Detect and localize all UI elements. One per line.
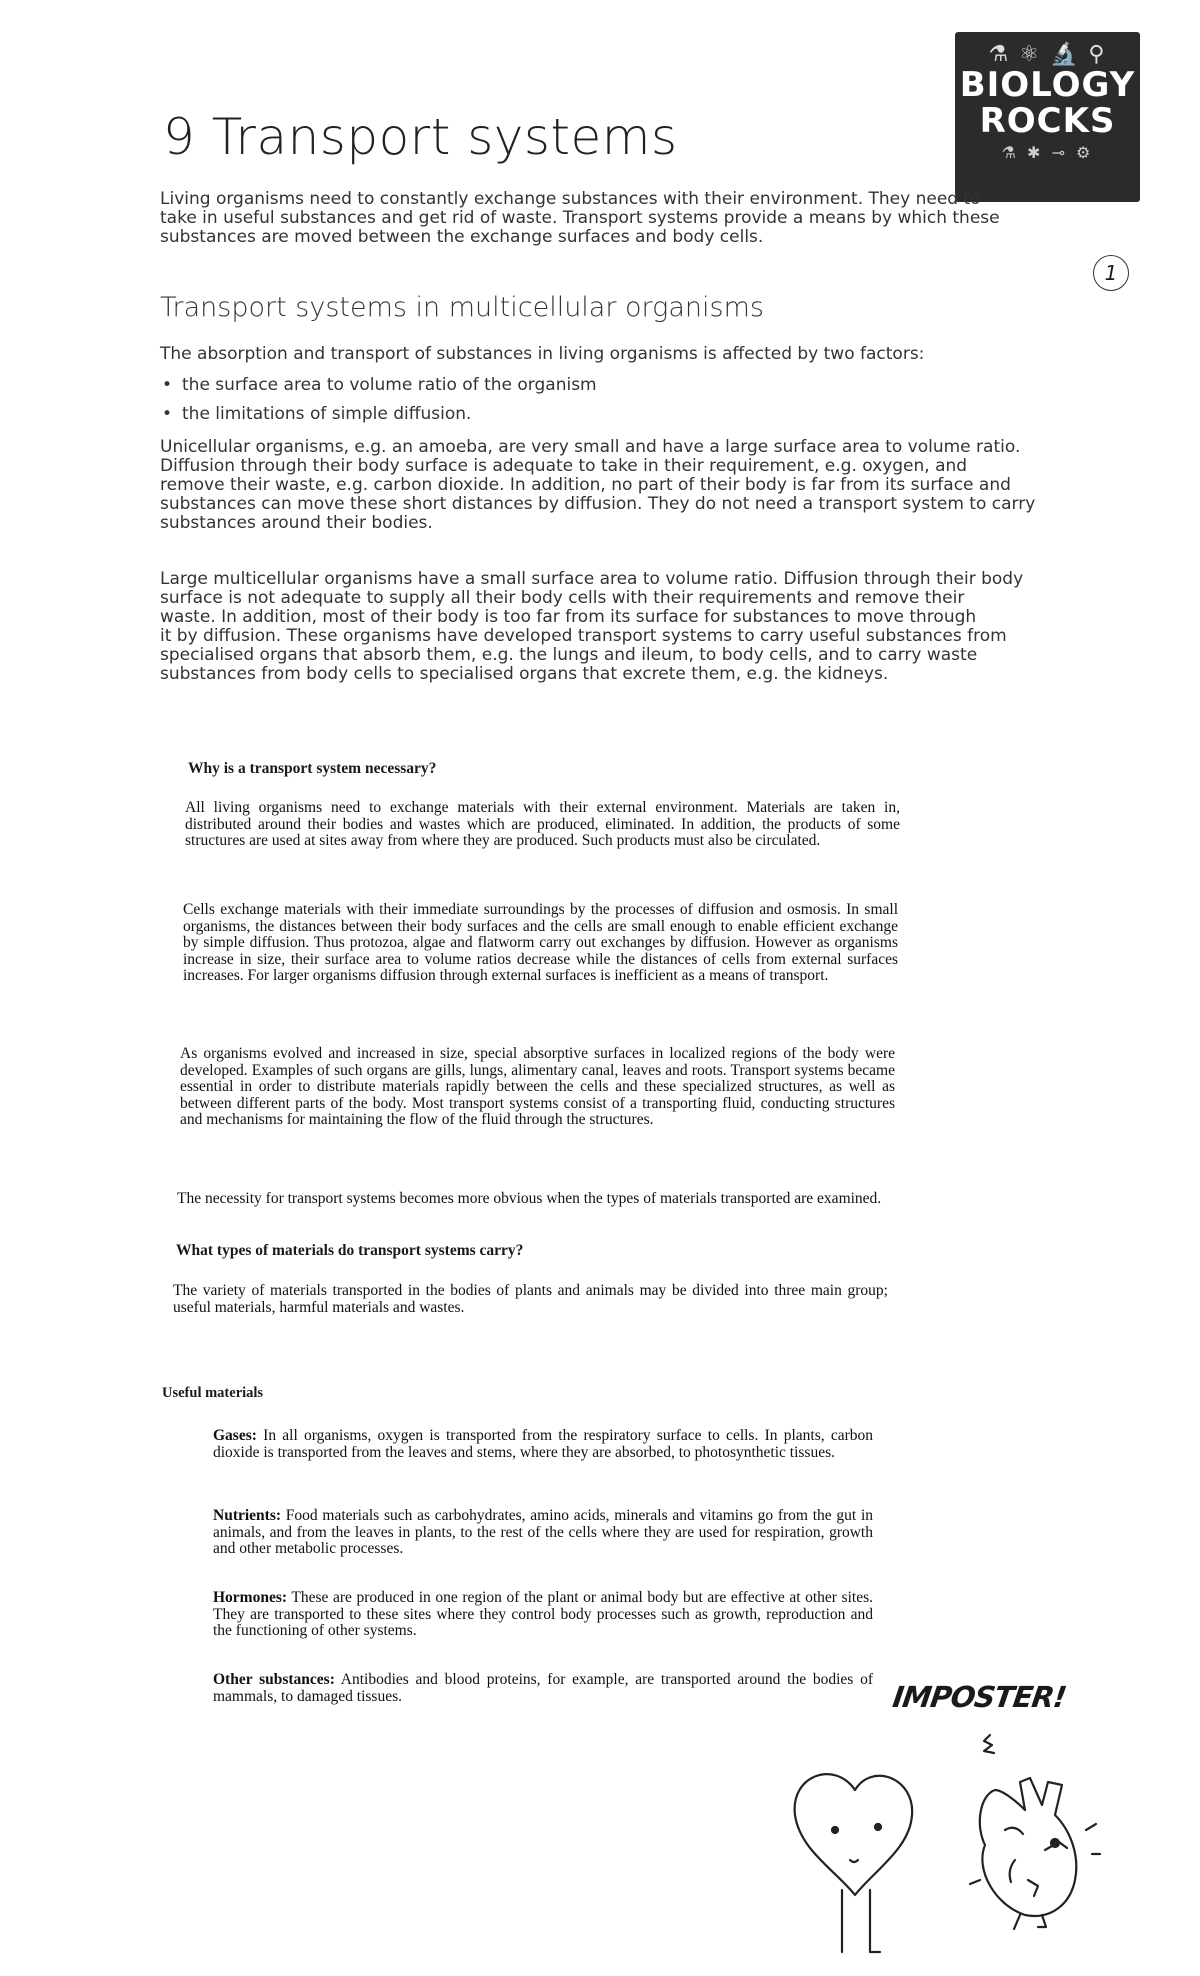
bullet-item: • the limitations of simple diffusion. — [162, 404, 472, 424]
bullet-text: the limitations of simple diffusion. — [182, 404, 472, 424]
squiggle-mark — [984, 1735, 994, 1753]
intro-line: substances are moved between the exchange surfaces and body cells. — [160, 227, 764, 247]
definition: Food materials such as carbohydrates, amino acids, minerals and vitamins go from the gut in animals, and from the leaves in plants, to the rest of the cells where they are used for respiration, growth and other metabolic processes. — [213, 1507, 874, 1557]
text-line: substances around their bodies. — [160, 513, 433, 533]
subheading-useful-materials: Useful materials — [162, 1385, 264, 1401]
imposter-caption: IMPOSTER! — [890, 1680, 1068, 1714]
useful-item-other — [213, 1672, 873, 1705]
useful-item-hormones — [213, 1590, 873, 1640]
term: Gases: — [213, 1427, 257, 1444]
text-line: substances can move these short distances by diffusion. They do not need a transport system to carry — [160, 494, 1036, 514]
paragraph: All living organisms need to exchange materials with their external environment. Materials are taken in, distributed around their bodies and wastes which are produced, eliminated. In addition, the products of some structures are used at sites away from where they are produced. Such products must also be circulated. — [185, 799, 900, 849]
lab-icons: ⚗ ✱ ⊸ ⚙ — [1001, 143, 1094, 162]
definition: In all organisms, oxygen is transported from the respiratory surface to cells. In plants, carbon dioxide is transported from the leaves and stems, where they are absorbed, to photosynthetic tissues. — [213, 1427, 873, 1461]
page-number: 1 — [1093, 255, 1129, 291]
text-line: Unicellular organisms, e.g. an amoeba, are very small and have a large surface area to volume ratio. — [160, 437, 1021, 457]
page-title: 9 Transport systems — [163, 108, 678, 166]
heart-doodle-illustration — [780, 1730, 1140, 1970]
paragraph: The necessity for transport systems becomes more obvious when the types of materials transported are examined. — [177, 1190, 882, 1207]
paragraph: The variety of materials transported in the bodies of plants and animals may be divided into three main group; useful materials, harmful materials and wastes. — [173, 1282, 888, 1316]
term: Hormones: — [213, 1589, 288, 1606]
paragraph: Cells exchange materials with their immediate surroundings by the processes of diffusion and osmosis. In small organisms, the distances between their body surfaces and the cells are small enough to enable efficient exchange by simple diffusion. Thus protozoa, algae and flatworm carry out exchanges by diffusion. However as organisms increase in size, their surface area to volume ratios decrease while the distances of cells from external surfaces increases. For larger organisms diffusion through external surfaces is inefficient as a means of transport. — [183, 901, 898, 984]
text-line: remove their waste, e.g. carbon dioxide. In addition, no part of their body is far from its surface and — [160, 475, 1011, 495]
logo-line-2: ROCKS — [979, 101, 1116, 141]
science-icons: ⚗ ⚛ 🔬 ⚲ — [988, 42, 1107, 67]
anatomical-heart — [980, 1778, 1077, 1916]
useful-item-nutrients — [213, 1508, 873, 1558]
question-heading: Why is a transport system necessary? — [188, 760, 437, 777]
definition: These are produced in one region of the plant or animal body but are effective at other sites. They are transported to these sites where they control body processes such as growth, reproduction and the functioning of other systems. — [213, 1589, 873, 1639]
multicellular-paragraph — [160, 570, 1060, 684]
bullet-item: • the surface area to volume ratio of the organism — [162, 375, 597, 395]
intro-line: take in useful substances and get rid of waste. Transport systems provide a means by which these — [160, 208, 1000, 228]
paragraph: As organisms evolved and increased in size, special absorptive surfaces in localized regions of the body were developed. Examples of such organs are gills, lungs, alimentary canal, leaves and roots. Transport systems became essential in order to distribute materials rapidly between the cells and these specialized structures, as well as between different parts of the body. Most transport systems consist of a transporting fluid, conducting structures and mechanisms for maintaining the flow of the fluid through the structures. — [180, 1045, 895, 1128]
definition: Antibodies and blood proteins, for example, are transported around the bodies of mammals, to damaged tissues. — [213, 1671, 873, 1705]
term: Other substances: — [213, 1671, 335, 1688]
text-line: Large multicellular organisms have a small surface area to volume ratio. Diffusion through their body — [160, 569, 1024, 589]
text-line: surface is not adequate to supply all their body cells with their requirements and remove their — [160, 588, 965, 608]
text-line: specialised organs that absorb them, e.g. the lungs and ileum, to body cells, and to carry waste — [160, 645, 978, 665]
text-line: substances from body cells to specialised organs that excrete them, e.g. the kidneys. — [160, 664, 889, 684]
intro-line: Living organisms need to constantly exchange substances with their environment. They need to — [160, 189, 981, 209]
text-line: Diffusion through their body surface is adequate to take in their requirement, e.g. oxygen, and — [160, 456, 968, 476]
term: Nutrients: — [213, 1507, 282, 1524]
useful-item-gases — [213, 1428, 873, 1461]
question-heading: What types of materials do transport systems carry? — [176, 1242, 524, 1259]
unicellular-paragraph — [160, 438, 1060, 533]
section-heading: Transport systems in multicellular organisms — [160, 292, 764, 323]
biology-rocks-logo — [955, 32, 1140, 202]
bullet-text: the surface area to volume ratio of the organism — [182, 375, 597, 395]
logo-line-1: BIOLOGY — [959, 65, 1136, 105]
lead-text: The absorption and transport of substances in living organisms is affected by two factors: — [160, 344, 925, 364]
text-line: waste. In addition, most of their body is too far from its surface for substances to move through — [160, 607, 977, 627]
heart-character — [795, 1774, 913, 1895]
text-line: it by diffusion. These organisms have developed transport systems to carry useful substances from — [160, 626, 1007, 646]
intro-paragraph — [160, 190, 1060, 247]
